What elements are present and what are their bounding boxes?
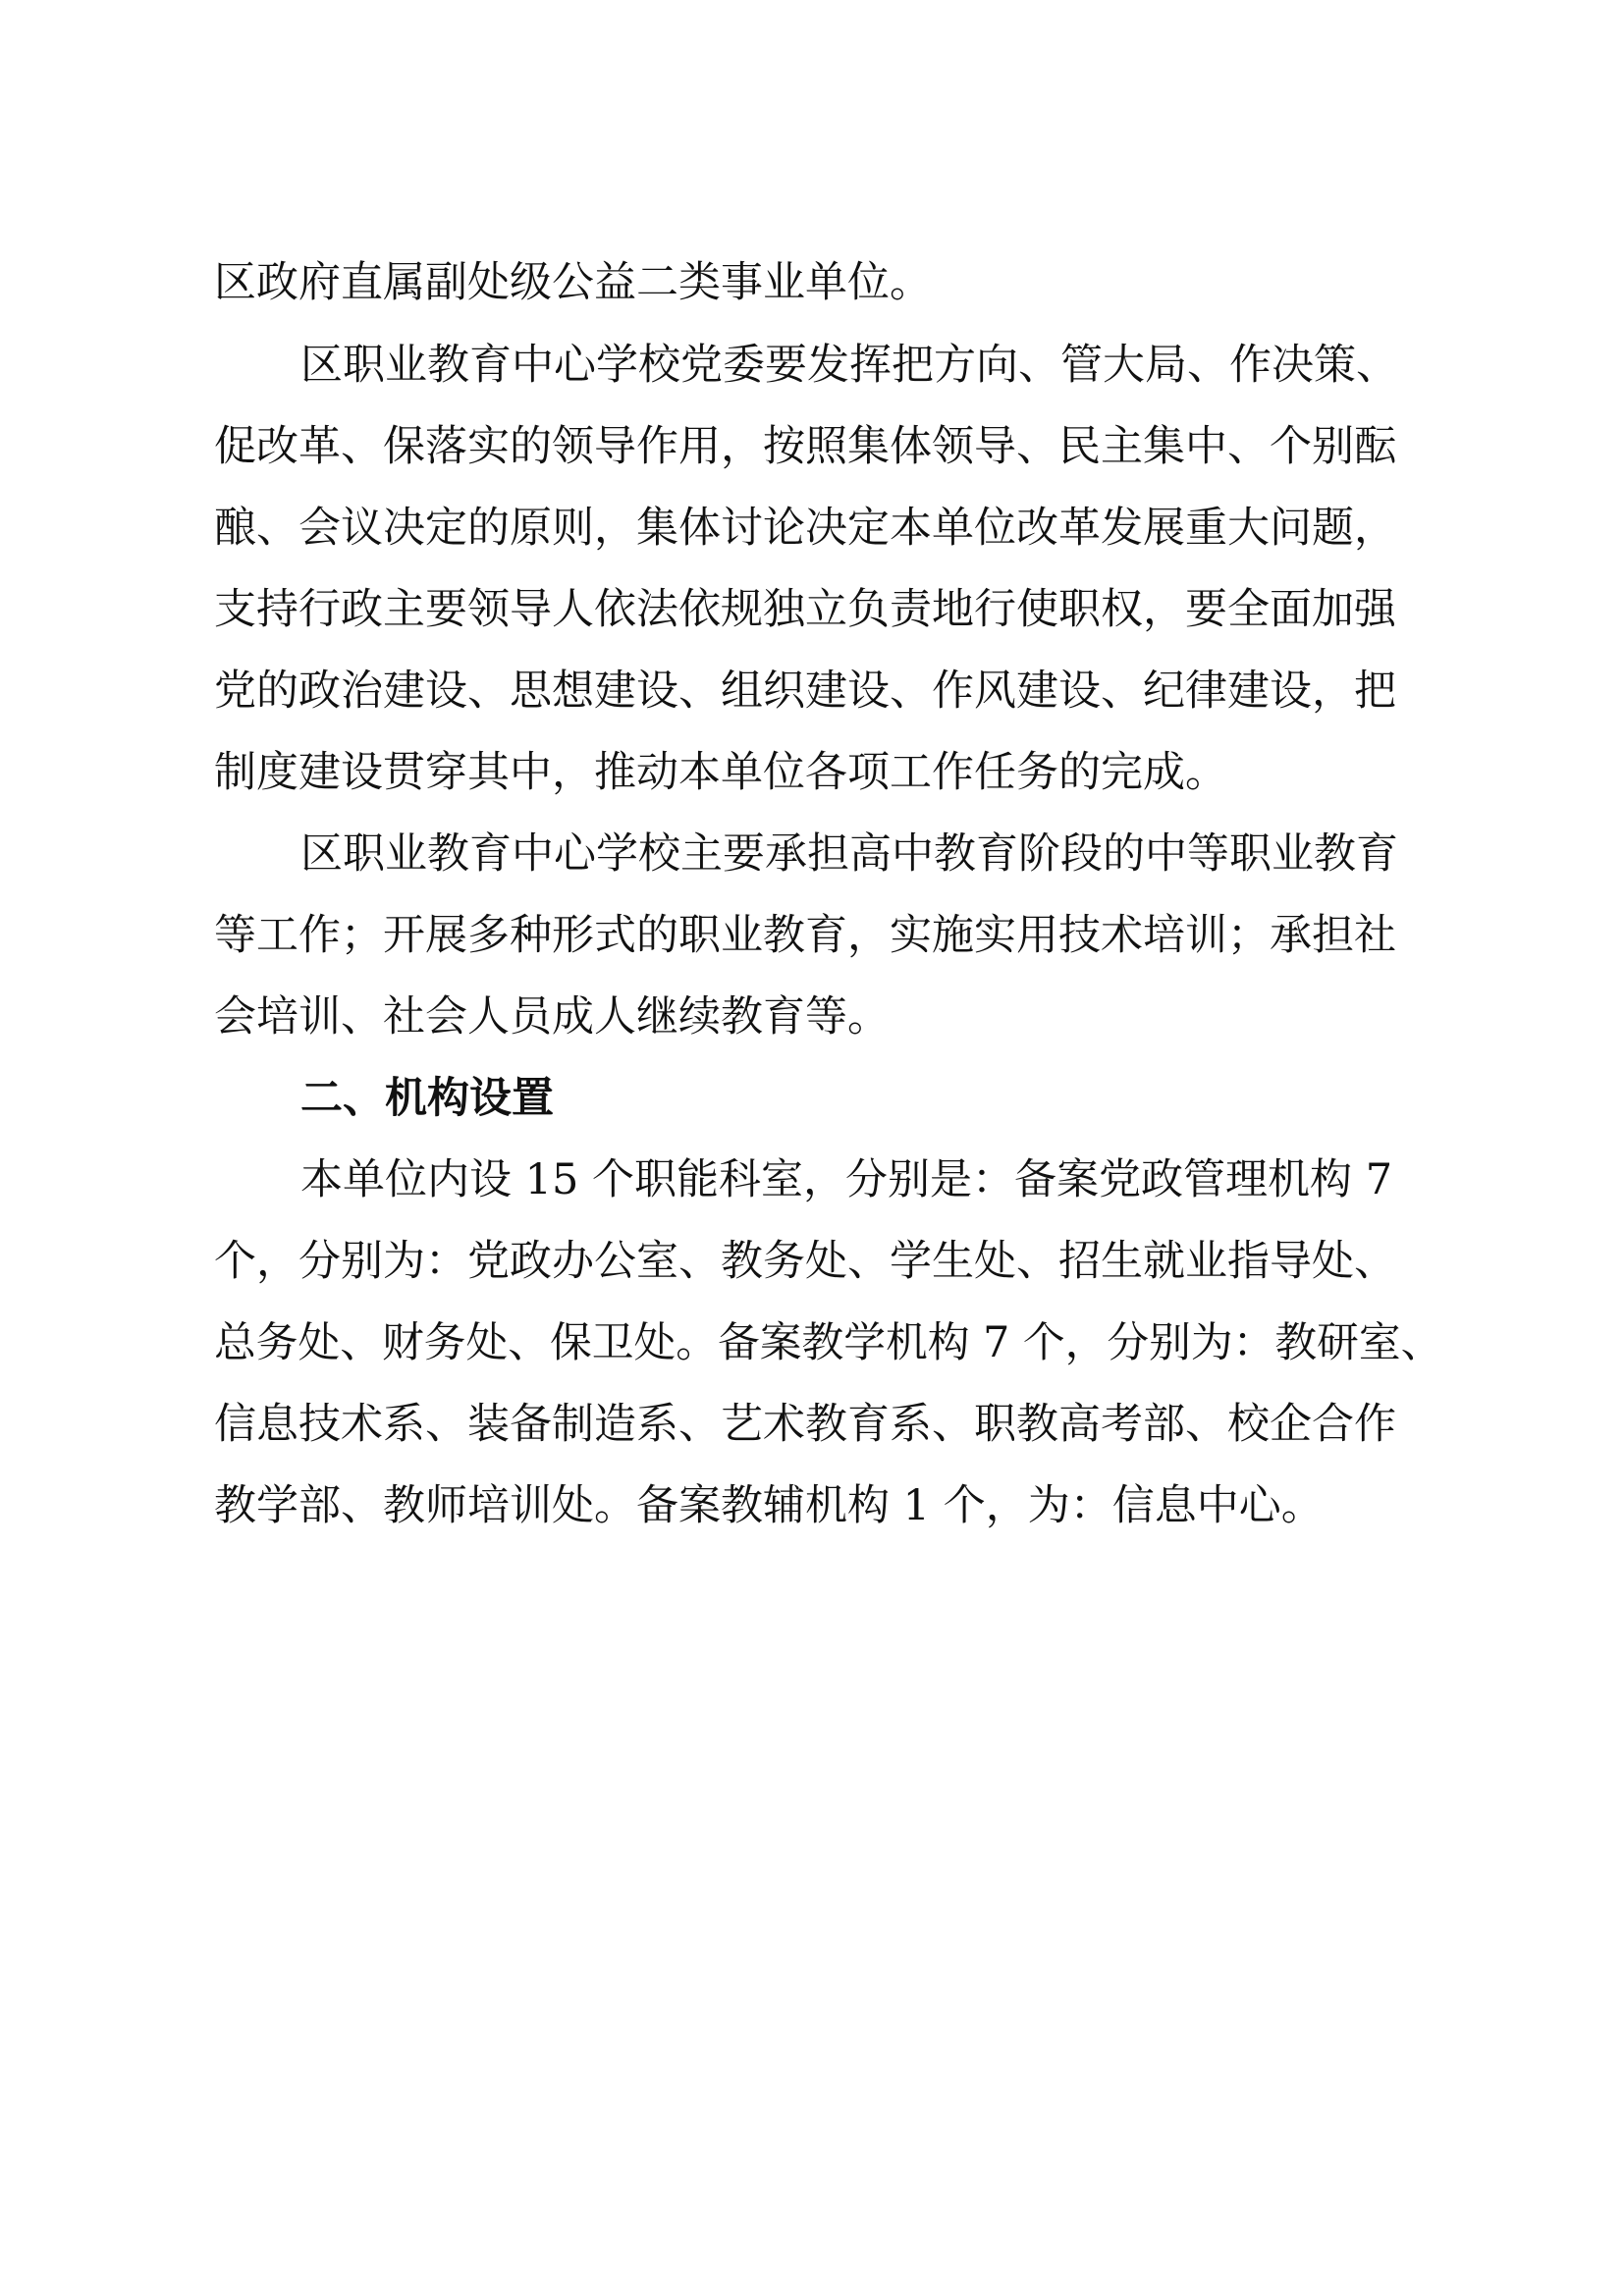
text-line-13: 个，分别为：党政办公室、教务处、学生处、招生就业指导处、 — [214, 1237, 1396, 1286]
text-line-14: 总务处、财务处、保卫处。备案教学机构 7 个，分别为：教研室、 — [214, 1318, 1443, 1367]
text-line-6: 党的政治建设、思想建设、组织建设、作风建设、纪律建设，把 — [214, 667, 1396, 716]
text-line-9: 等工作；开展多种形式的职业教育，实施实用技术培训；承担社 — [214, 911, 1396, 960]
section-heading: 二、机构设置 — [300, 1074, 554, 1123]
text-line-16: 教学部、教师培训处。备案教辅机构 1 个，为：信息中心。 — [214, 1481, 1324, 1530]
text-line-2: 区职业教育中心学校党委要发挥把方向、管大局、作决策、 — [300, 341, 1398, 390]
text-line-15: 信息技术系、装备制造系、艺术教育系、职教高考部、校企合作 — [214, 1400, 1396, 1449]
text-line-4: 酿、会议决定的原则，集体讨论决定本单位改革发展重大问题， — [214, 504, 1396, 553]
text-line-10: 会培训、社会人员成人继续教育等。 — [214, 992, 890, 1041]
text-line-1: 区政府直属副处级公益二类事业单位。 — [214, 258, 932, 307]
text-line-7: 制度建设贯穿其中，推动本单位各项工作任务的完成。 — [214, 748, 1227, 797]
text-line-3: 促改革、保落实的领导作用，按照集体领导、民主集中、个别酝 — [214, 422, 1396, 471]
text-line-5: 支持行政主要领导人依法依规独立负责地行使职权，要全面加强 — [214, 585, 1396, 634]
text-line-8: 区职业教育中心学校主要承担高中教育阶段的中等职业教育 — [300, 829, 1398, 879]
text-line-12: 本单位内设 15 个职能科室，分别是：备案党政管理机构 7 — [300, 1155, 1393, 1204]
